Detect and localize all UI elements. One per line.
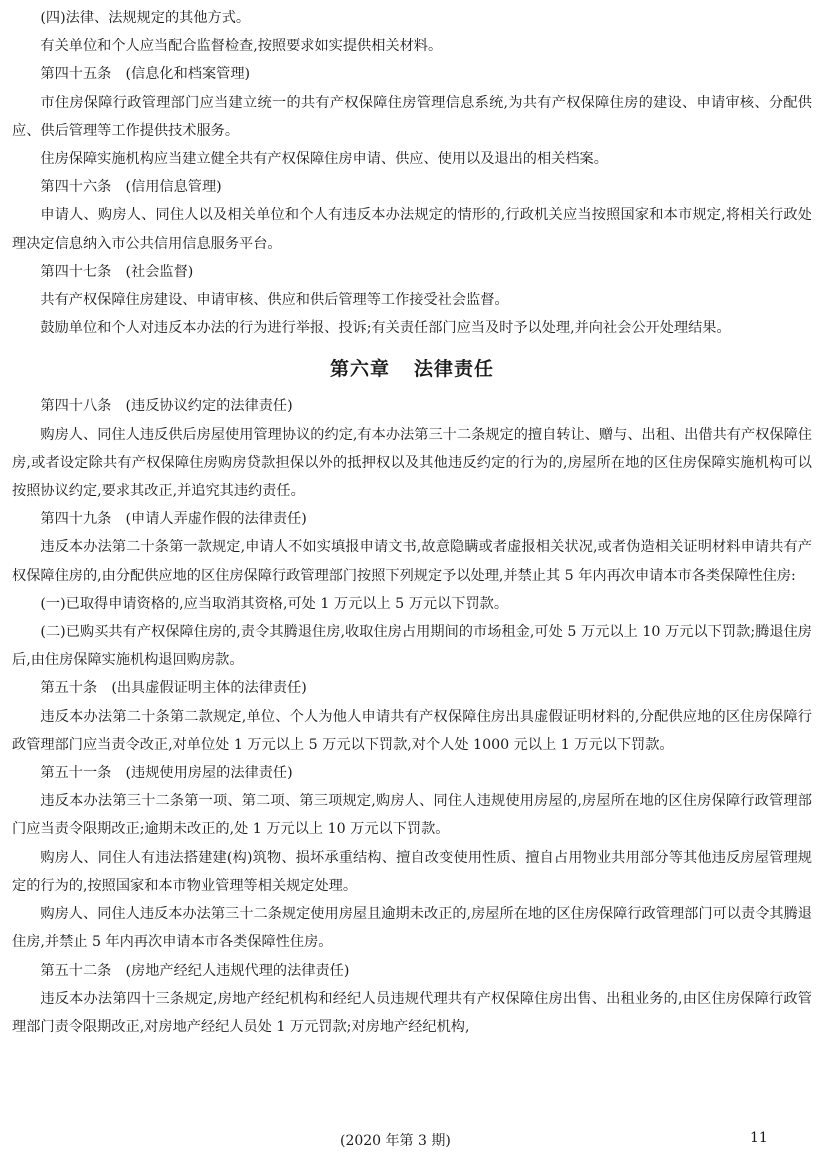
paragraph: 违反本办法第三十二条第一项、第二项、第三项规定,购房人、同住人违规使用房屋的,房屋所在地的区住房保障行政管理部门应当责令限期改正;逾期未改正的,处 1 万元以上 10 万元以下罚款。 (12, 793, 812, 838)
paragraph: 违反本办法第二十条第二款规定,单位、个人为他人申请共有产权保障住房出具虚假证明材料的,分配供应地的区住房保障行政管理部门应当责令改正,对单位处 1 万元以上 5 万元以下罚款,对个人处 1000 元以上 1 万元以下罚款。 (12, 708, 812, 753)
paragraph: 违反本办法第二十条第一款规定,申请人不如实填报申请文书,故意隐瞒或者虚报相关状况,或者伪造相关证明材料申请共有产权保障住房的,由分配供应地的区住房保障行政管理部门按照下列规定予以处理,并禁止其 5 年内再次申请本市各类保障性住房: (12, 539, 812, 584)
article-heading: 第五十一条 (违规使用房屋的法律责任) (40, 765, 293, 782)
article-heading: 第四十六条 (信用信息管理) (40, 179, 222, 196)
paragraph: 市住房保障行政管理部门应当建立统一的共有产权保障住房管理信息系统,为共有产权保障住房的建设、申请审核、分配供应、供后管理等工作提供技术服务。 (12, 94, 812, 139)
article-block-bottom (12, 392, 812, 1041)
chapter-heading (12, 354, 812, 384)
paragraph: (一)已取得申请资格的,应当取消其资格,可处 1 万元以上 5 万元以下罚款。 (40, 595, 509, 612)
paragraph: 有关单位和个人应当配合监督检查,按照要求如实提供相关材料。 (40, 38, 443, 55)
article-heading: 第五十二条 (房地产经纪人违规代理的法律责任) (40, 962, 350, 979)
paragraph: 购房人、同住人有违法搭建建(构)筑物、损坏承重结构、擅自改变使用性质、擅自占用物业共用部分等其他违反房屋管理规定的行为的,按照国家和本市物业管理等相关规定处理。 (12, 849, 812, 894)
paragraph: 申请人、购房人、同住人以及相关单位和个人有违反本办法规定的情形的,行政机关应当按照国家和本市规定,将相关行政处理决定信息纳入市公共信用信息服务平台。 (12, 207, 812, 252)
paragraph: (二)已购买共有产权保障住房的,责令其腾退住房,收取住房占用期间的市场租金,可处 5 万元以上 10 万元以下罚款;腾退住房后,由住房保障实施机构退回购房款。 (12, 624, 812, 669)
paragraph: 购房人、同住人违反供后房屋使用管理协议的约定,有本办法第三十二条规定的擅自转让、赠与、出租、出借共有产权保障住房,或者设定除共有产权保障住房购房贷款担保以外的抵押权以及其他违反约定的行为的,房屋所在地的区住房保障实施机构可以按照协议约定,要求其改正,并追究其违约责任。 (12, 426, 812, 500)
document-body (12, 4, 812, 1041)
article-heading: 第四十五条 (信息化和档案管理) (40, 66, 251, 83)
paragraph: 住房保障实施机构应当建立健全共有产权保障住房申请、供应、使用以及退出的相关档案。 (40, 151, 608, 168)
issue-label: (2020 年第 3 期) (340, 1133, 451, 1149)
article-heading: 第四十八条 (违反协议约定的法律责任) (40, 398, 293, 415)
chapter-number: 第六章 (329, 358, 390, 381)
article-heading: 第四十九条 (申请人弄虚作假的法律责任) (40, 511, 307, 528)
paragraph: 违反本办法第四十三条规定,房地产经纪机构和经纪人员违规代理共有产权保障住房出售、出租业务的,由区住房保障行政管理部门责令限期改正,对房地产经纪人员处 1 万元罚款;对房地产经纪机构, (12, 990, 812, 1035)
paragraph: 鼓励单位和个人对违反本办法的行为进行举报、投诉;有关责任部门应当及时予以处理,并向社会公开处理结果。 (40, 320, 731, 337)
chapter-title: 法律责任 (414, 358, 495, 381)
article-heading: 第四十七条 (社会监督) (40, 263, 194, 280)
paragraph: 购房人、同住人违反本办法第三十二条规定使用房屋且逾期未改正的,房屋所在地的区住房保障行政管理部门可以责令其腾退住房,并禁止 5 年内再次申请本市各类保障性住房。 (12, 906, 812, 951)
page-footer (0, 1126, 827, 1156)
paragraph: 共有产权保障住房建设、申请审核、供应和供后管理等工作接受社会监督。 (40, 292, 509, 309)
article-block-top (12, 4, 812, 342)
paragraph: (四)法律、法规规定的其他方式。 (40, 10, 251, 26)
article-heading: 第五十条 (出具虚假证明主体的法律责任) (40, 680, 307, 697)
page-number: 11 (750, 1130, 768, 1146)
